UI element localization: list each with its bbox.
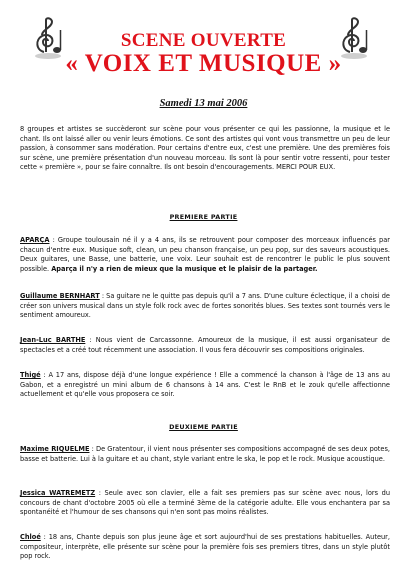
artist-name: Chloé bbox=[20, 533, 41, 541]
artist-description: : A 17 ans, dispose déjà d'une longue expérience ! Elle a commencé la chanson à l'âge de 13 ans au Gabon, et a enregistré un mini album de 6 chansons à 14 ans. C'est le RnB et le zouk qu'elle affectionne actuellement et qu'elle vous proposera ce soir. bbox=[20, 371, 390, 399]
section-heading-second-part: DEUXIEME PARTIE bbox=[169, 423, 238, 431]
artist-description-bold: Aparça il n'y a rien de mieux que la musique et le plaisir de la partager. bbox=[51, 264, 318, 273]
artist-name: Thigé bbox=[20, 371, 41, 379]
artist-description: : Nous vient de Carcassonne. Amoureux de la musique, il est aussi organisateur de spectacles et a créé tout récemment une association. Il vous fera découvrir ses compositions originales. bbox=[20, 336, 390, 354]
section-heading-first-part: PREMIERE PARTIE bbox=[169, 213, 238, 221]
artist-description: : Groupe toulousain né il y a 4 ans, ils se retrouvent pour composer des morceaux influencés par chacun d'entre eux. Musique soft, clean, un peu chanson française, un peu pop, sur des saveurs acoustiques. Deux guitares, une Basse, une batterie, une voix. Leur souhait est de rencontrer le public le plus souvent possible. bbox=[20, 236, 390, 273]
artist-name: Jessica WATREMETZ bbox=[20, 489, 96, 497]
artist-entry bbox=[20, 533, 390, 562]
artist-entry bbox=[20, 371, 390, 400]
artist-description: : De Gratentour, il vient nous présenter ses compositions accompagné de ses deux potes, basse et batterie. Lui à la guitare et au chant, style variant entre le ska, le pop et le rock. Musique acoustique. bbox=[20, 445, 390, 463]
artist-name: Guillaume BERNHART bbox=[20, 292, 100, 300]
intro-paragraph: 8 groupes et artistes se succèderont sur scène pour vous présenter ce qui les passionne, la musique et le chant. Ils ont laissé aller ou venir leurs émotions. Ce sont des artistes qui vont vous transmettre un peu de leur passion, à consommer sans modération. Pour certains d'entre eux, c'est une première. Une des premières fois sur scène, une première présentation d'un nouveau morceau. Ils sont là pour sentir votre ressenti, pour tester cette « première », pour se faire connaître. Ils ont besoin d'encouragements. MERCI POUR EUX. bbox=[20, 125, 390, 172]
artist-entry bbox=[20, 489, 390, 518]
artist-entry bbox=[20, 445, 390, 464]
artist-description: : Seule avec son clavier, elle a fait ses premiers pas sur scène avec nous, lors du concours de chant d'octobre 2005 où elle a terminé 3ème de la catégorie adulte. Elle vous enchantera par sa spontanéité et l'humour de ses chansons qui n'en sont pas moins réalistes. bbox=[20, 489, 390, 517]
artist-entry bbox=[20, 292, 390, 321]
artist-name: Jean-Luc BARTHE bbox=[20, 336, 86, 344]
event-title-line1: SCENE OUVERTE bbox=[120, 30, 287, 51]
artist-name: APARÇA bbox=[20, 236, 50, 244]
artist-description: : 18 ans, Chante depuis son plus jeune âge et sort aujourd'hui de ses prestations habituelles. Auteur, compositeur, interprète, elle présente sur scène pour la première fois ses premiers titres, dans un style plutôt pop rock. bbox=[20, 533, 390, 561]
artist-description: : Sa guitare ne le quitte pas depuis qu'il a 7 ans. D'une culture éclectique, il a choisi de créer son univers musical dans un style folk rock avec de fortes sonorités blues. Ses textes sont tournés vers le sentiment amoureux. bbox=[20, 292, 390, 320]
artist-entry bbox=[20, 236, 390, 274]
event-title-line2: « VOIX ET MUSIQUE » bbox=[65, 50, 342, 77]
artist-name: Maxime RIQUELME bbox=[20, 445, 90, 453]
artist-entry bbox=[20, 336, 390, 355]
event-date: Samedi 13 mai 2006 bbox=[159, 98, 248, 109]
